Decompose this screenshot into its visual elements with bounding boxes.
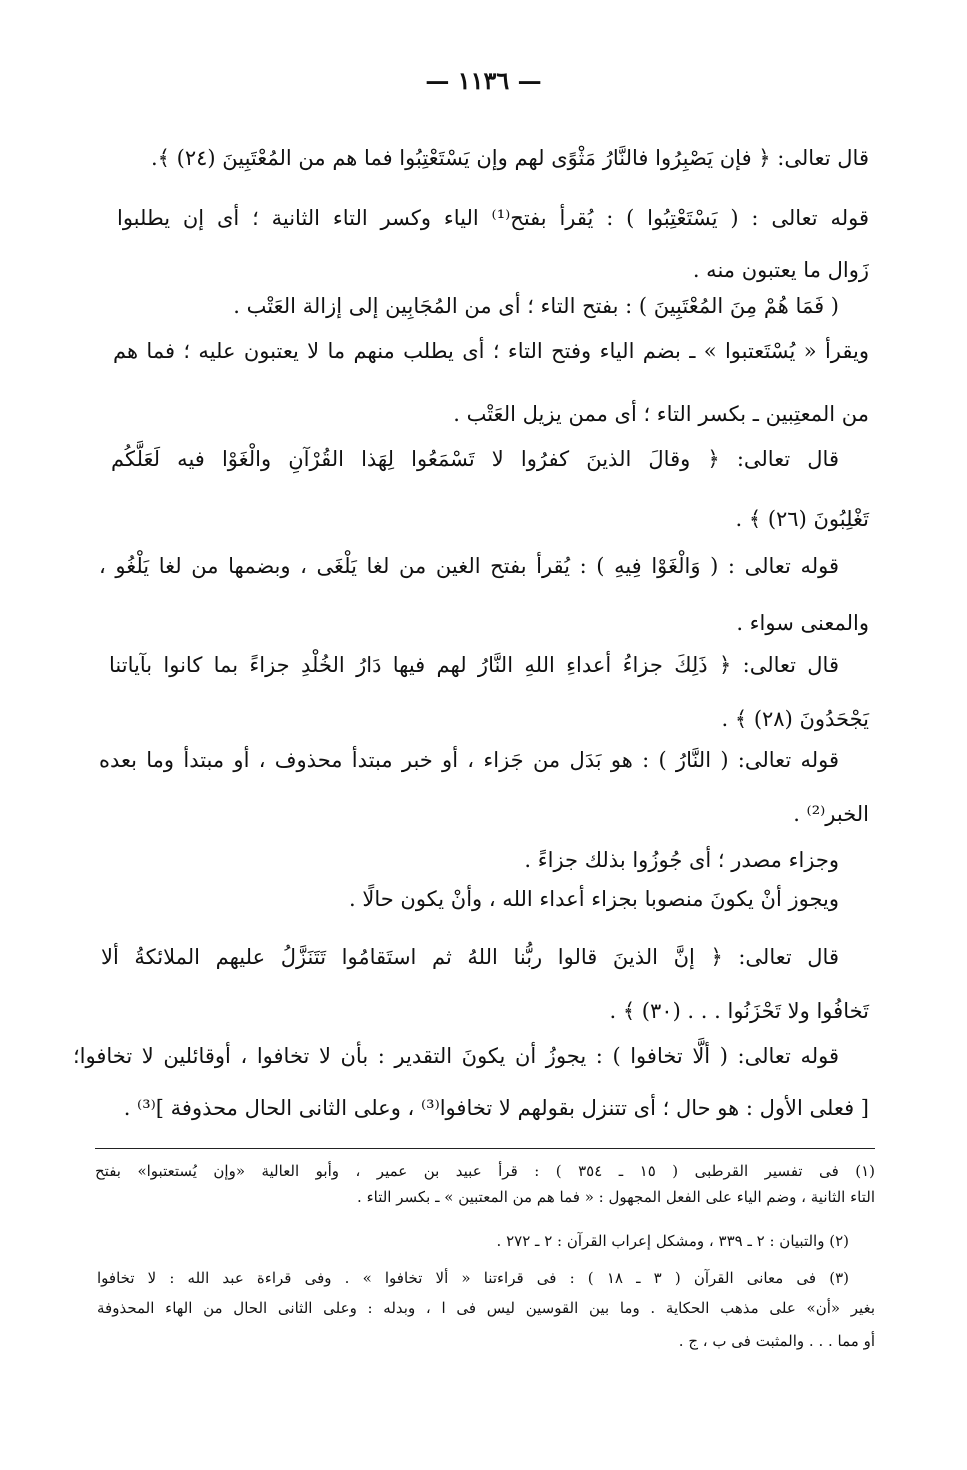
footnote-1: (١) فى تفسير القرطبى ( ١٥ ـ ٣٥٤ ) : قرأ عبيد بن عمير ، وأبو العالية «وإن يُستعتبوا» بفتح <box>95 1162 875 1180</box>
commentary-line: قوله تعالى: ( ألَّا تخافوا ) : يجوزُ أن يكونَ التقدير : بأن لا تخافوا ، أوقائلين لا تخافوا؛ <box>73 1044 839 1068</box>
commentary-line: ويقرأ « يُسْتَعتبوا » ـ بضم الياء وفتح التاء ؛ أى يطلب منهم ما لا يعتبون عليه ؛ فما هم <box>113 339 869 363</box>
verse-30: قال تعالى: ﴿ إنَّ الذينَ قالوا ربُّنا اللهُ ثم استَقامُوا تَتَنَزَّلُ عليهم الملائكةُ ألا <box>101 945 839 969</box>
commentary-line: الخبر⁽²⁾ . <box>793 802 869 826</box>
verse-26-end: تَغْلِبُونَ (٢٦) ﴾ . <box>735 507 869 531</box>
footnote-2: (٢) والتبيان : ٢ ـ ٣٣٩ ، ومشكل إعراب القرآن : ٢ ـ ٢٧٢ . <box>496 1232 849 1250</box>
footnote-1-cont: التاء الثانية ، وضم الياء على الفعل المجهول : « فما هم من المعتبين » ـ بكسر التاء . <box>357 1188 875 1206</box>
commentary-line: من المعتِبين ـ بكسر التاء ؛ أى ممن يزيل العَتْب . <box>453 402 869 426</box>
commentary-line: والمعنى سواء . <box>736 611 869 635</box>
footnote-3-cont: بغير «أن» على مذهب الحكاية . وما بين القوسين ليس فى ا ، وبدله : وعلى الثانى الحال من الهاء المحذوفة <box>97 1299 875 1317</box>
commentary-line: قوله تعالى: ( النَّارُ ) : هو بَدَل من جَزاء ، أو خبر مبتدأ محذوف ، أو مبتدأ وما بعده <box>99 748 839 772</box>
commentary-line: قوله تعالى : ( وَالْغَوْا فِيهِ ) : يُقرأ بفتح الغين من لغا يَلْغَى ، وبضمها من لغا يَلْغُو ، <box>99 554 839 578</box>
commentary-line: [ فعلى الأول : هو حال ؛ أى تتنزل بقولهم لا تخافوا⁽³⁾ ، وعلى الثانى الحال محذوفة ]⁽³⁾ . <box>123 1096 869 1120</box>
verse-24: قال تعالى: ﴿ فإن يَصْبِرُوا فالنَّارُ مَثْوًى لهم وإن يَسْتَعْتِبُوا فما هم من المُعْتَبِينَ (٢٤) ﴾. <box>150 146 869 170</box>
footnote-separator <box>95 1148 875 1149</box>
verse-26: قال تعالى: ﴿ وقالَ الذينَ كفرُوا لا تَسْمَعُوا لِهَذا القُرْآنِ والْغَوْا فيه لَعَلَّكُم <box>111 447 839 471</box>
commentary-line: قوله تعالى : ( يَسْتَعْتِبُوا ) : يُقرأ بفتح⁽¹⁾ الياء وكسر التاء الثانية ؛ أى إن يطلبوا <box>117 206 869 230</box>
verse-28-end: يَجْحَدُونَ (٢٨) ﴾ . <box>721 707 869 731</box>
commentary-line: وجزاء مصدر ؛ أى جُوزُوا بذلك جزاءً . <box>524 848 839 872</box>
verse-30-end: تَخافُوا ولا تَحْزَنُوا . . . (٣٠) ﴾ . <box>609 999 869 1023</box>
commentary-line: ويجوز أنْ يكونَ منصوبا بجزاء أعداء الله ، وأنْ يكون حالًا . <box>349 887 839 911</box>
commentary-line: زَوال ما يعتبون منه . <box>692 258 869 282</box>
commentary-line: ( فَمَا هُمْ مِنَ المُعْتَبِينَ ) : بفتح التاء ؛ أى من المُجَابِين إلى إزالة العَتْب . <box>233 294 839 318</box>
verse-28: قال تعالى: ﴿ ذَلِكَ جزاءُ أعداءِ اللهِ النَّارُ لهم فيها دَارُ الخُلْدِ جزاءً بما كانوا بآياتنا <box>109 653 839 677</box>
footnote-3-cont: أو مما . . . والمثبت فى ب ، ج . <box>678 1332 875 1350</box>
page-number: — ١١٣٦ — <box>425 66 542 95</box>
footnote-3: (٣) فى معانى القرآن ( ٣ ـ ١٨ ) : فى قراءتنا « ألا تخافوا » . وفى قراءة عبد الله : لا تخافوا <box>97 1269 849 1287</box>
